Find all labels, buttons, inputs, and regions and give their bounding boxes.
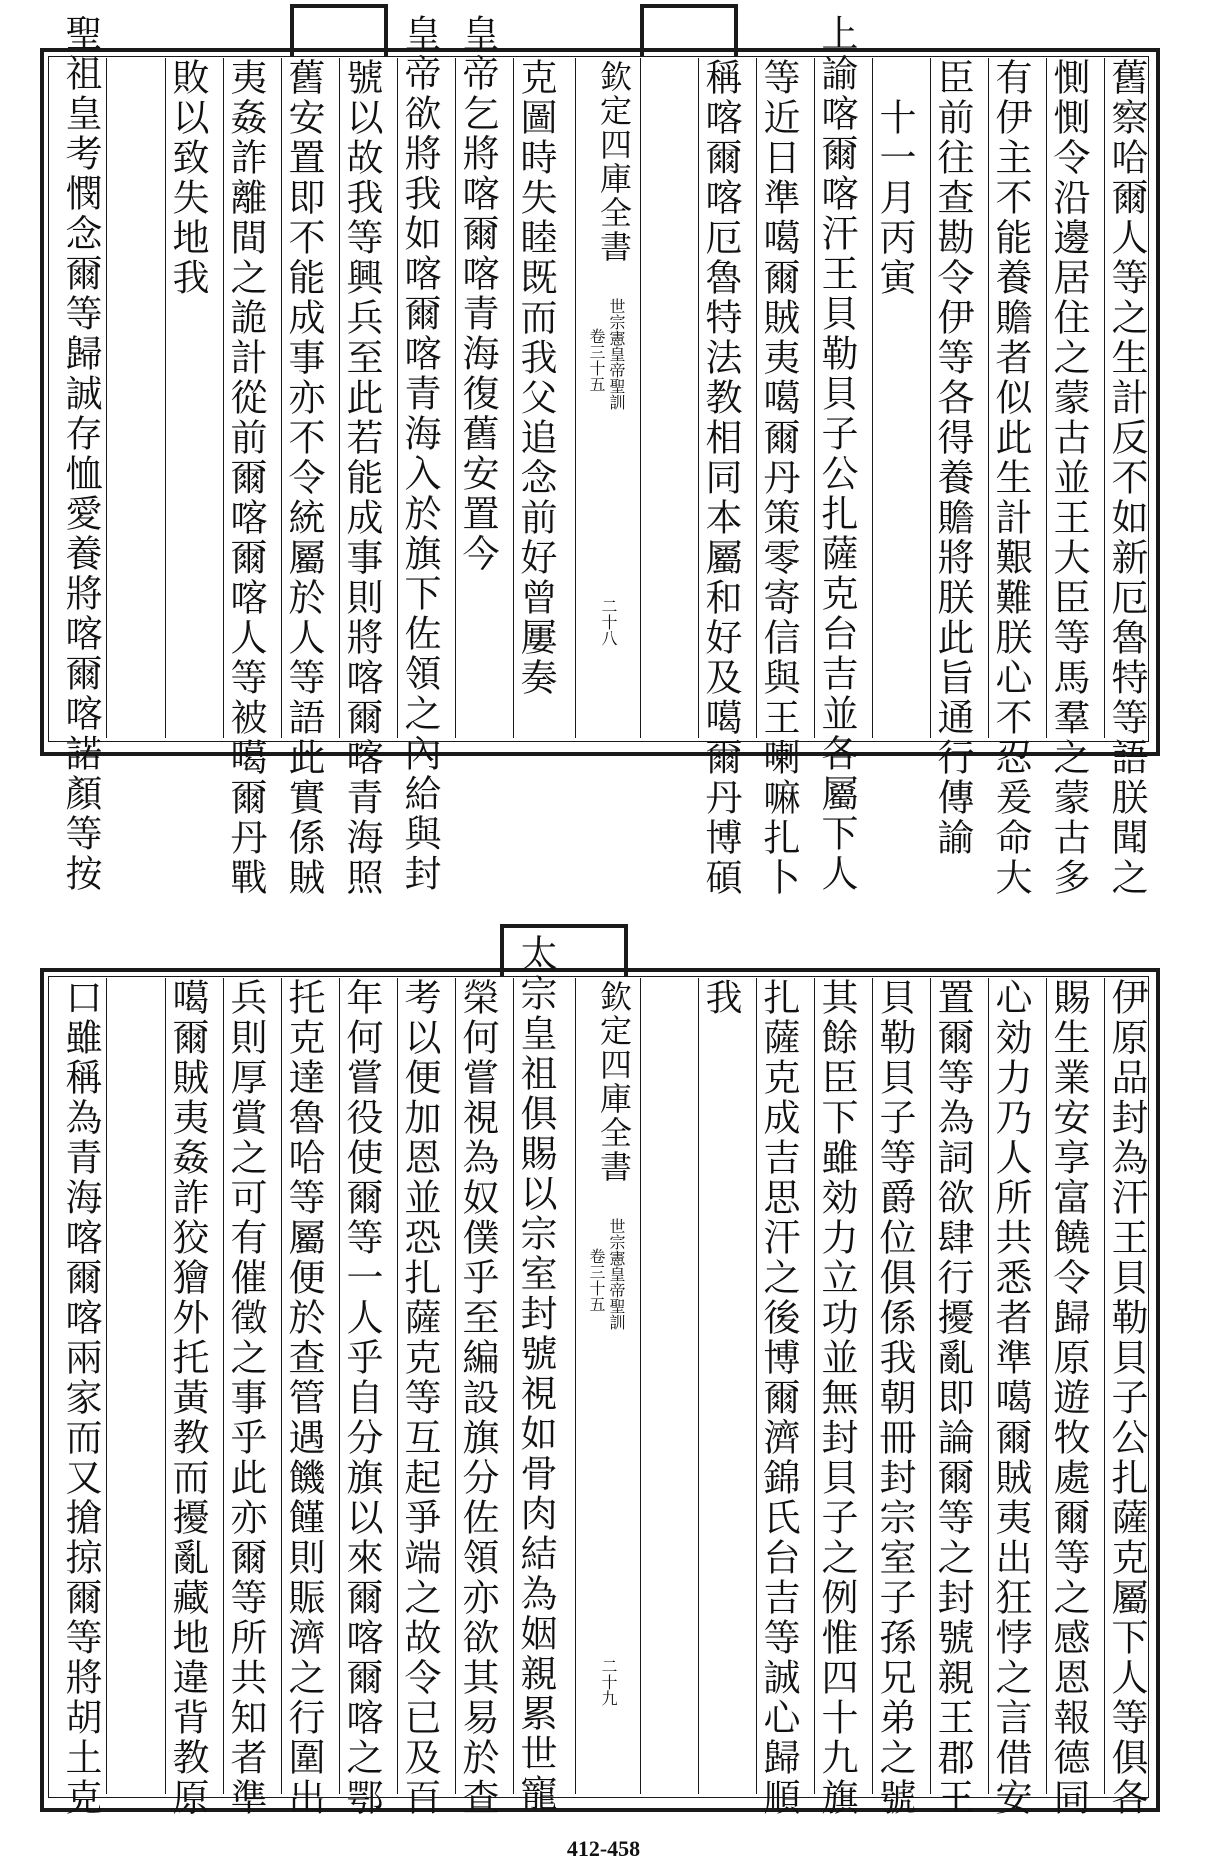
top-text-column: 十一月丙寅 bbox=[873, 58, 916, 298]
bottom-folio: 二十九 bbox=[599, 1658, 618, 1706]
bottom-text-column: 賜生業安享富饒令歸原遊牧處爾等之感恩報德同 bbox=[1047, 978, 1090, 1818]
bottom-page bbox=[40, 920, 1160, 1820]
bottom-text-column: 心効力乃人所共悉者準噶爾賊夷出狂悖之言借安 bbox=[989, 978, 1032, 1818]
top-folio: 二十八 bbox=[599, 598, 618, 646]
top-text-column: 惻惻令沿邊居住之蒙古並王大臣等馬羣之蒙古多 bbox=[1047, 58, 1090, 898]
top-page bbox=[40, 0, 1160, 898]
bottom-text-column: 置爾等為詞欲肆行擾亂即論爾等之封號親王郡王 bbox=[931, 978, 974, 1818]
bottom-text-column: 托克達魯哈等屬便於查管遇饑饉則賑濟之行圍出 bbox=[282, 978, 325, 1818]
bottom-text-column: 考以便加恩並恐扎薩克等互起爭端之故令已及百 bbox=[398, 978, 441, 1818]
bottom-text-column: 太宗皇祖俱賜以宗室封號視如骨肉結為姻親累世寵 bbox=[514, 934, 557, 1814]
bottom-text-column: 榮何嘗視為奴僕乎至編設旗分佐領亦欲其易於查 bbox=[456, 978, 499, 1818]
bottom-text-column: 伊原品封為汗王貝勒貝子公扎薩克屬下人等俱各 bbox=[1105, 978, 1148, 1818]
top-text-column: 臣前往查勘令伊等各得養贍將朕此旨通行傳諭 bbox=[931, 58, 974, 858]
bottom-text-column: 口雖稱為青海喀爾喀兩家而又搶掠爾等將胡土克 bbox=[59, 978, 102, 1818]
top-text-column: 號以故我等興兵至此若能成事則將喀爾喀青海照 bbox=[340, 58, 383, 898]
bottom-text-column: 貝勒貝子等爵位俱係我朝冊封宗室子孫兄弟之號 bbox=[873, 978, 916, 1818]
page-footer-number: 412-458 bbox=[566, 1836, 641, 1861]
top-text-column: 皇帝欲將我如喀爾喀青海入於旗下佐領之內給與封 bbox=[398, 14, 441, 894]
top-text-column: 夷姦詐離間之詭計從前爾喀爾喀人等被噶爾丹戰 bbox=[224, 58, 267, 898]
top-text-column: 敗以致失地我 bbox=[166, 58, 209, 298]
top-center-fold bbox=[577, 58, 639, 738]
bottom-text-column: 我 bbox=[699, 978, 742, 1018]
top-text-column: 聖祖皇考憫念爾等歸誠存恤愛養將喀爾喀諾顏等按 bbox=[59, 14, 102, 894]
top-text-column: 稱喀爾喀厄魯特法教相同本屬和好及噶爾丹博碩 bbox=[699, 58, 742, 898]
top-text-column: 等近日準噶爾賊夷噶爾丹策零寄信與王喇嘛扎卜 bbox=[757, 58, 800, 898]
bottom-side-label: 世宗憲皇帝聖訓 bbox=[607, 1218, 626, 1330]
bottom-volume: 卷三十五 bbox=[587, 1248, 606, 1312]
top-text-column: 舊安置即不能成事亦不令統屬於人等語此實係賊 bbox=[282, 58, 325, 898]
top-text-column: 舊察哈爾人等之生計反不如新厄魯特等語朕聞之 bbox=[1105, 58, 1148, 898]
bottom-book-title: 欽定四庫全書 bbox=[595, 980, 633, 1184]
top-text-column: 克圖時失睦既而我父追念前好曾屢奏 bbox=[514, 58, 557, 698]
top-text-column: 皇帝乞將喀爾喀青海復舊安置今 bbox=[456, 14, 499, 574]
top-side-label: 世宗憲皇帝聖訓 bbox=[607, 298, 626, 410]
bottom-text-column: 噶爾賊夷姦詐狡獪外托黃教而擾亂藏地違背教原 bbox=[166, 978, 209, 1818]
bottom-text-column: 扎薩克成吉思汗之後博爾濟錦氏台吉等誠心歸順 bbox=[757, 978, 800, 1818]
top-text-column: 上諭喀爾喀汗王貝勒貝子公扎薩克台吉並各屬下人 bbox=[815, 14, 858, 894]
top-text-column: 有伊主不能養贍者似此生計艱難朕心不忍爰命大 bbox=[989, 58, 1032, 898]
bottom-center-fold bbox=[577, 978, 639, 1794]
top-volume: 卷三十五 bbox=[587, 328, 606, 392]
bottom-text-column: 其餘臣下雖効力立功並無封貝子之例惟四十九旗 bbox=[815, 978, 858, 1818]
bottom-text-column: 兵則厚賞之可有催徵之事乎此亦爾等所共知者準 bbox=[224, 978, 267, 1818]
bottom-text-column: 年何嘗役使爾等一人乎自分旗以來爾喀爾喀之鄂 bbox=[340, 978, 383, 1818]
top-book-title: 欽定四庫全書 bbox=[595, 60, 633, 264]
